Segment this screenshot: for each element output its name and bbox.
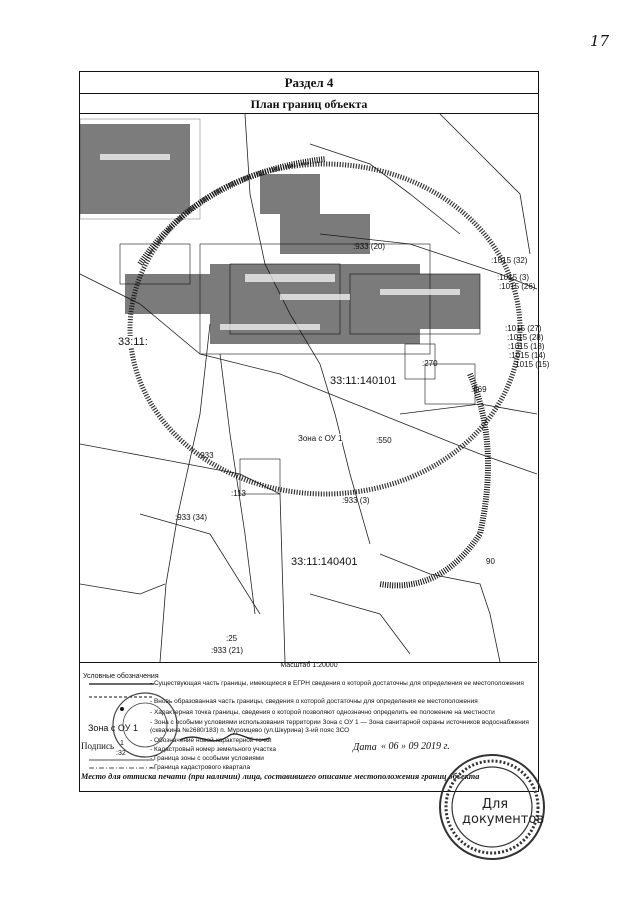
legend-item: - Вновь образованная часть границы, сведения о которой достаточны для определения ее местоположения — [150, 698, 478, 705]
legend-item: - Характерная точка границы, сведения о которой позволяют однозначно определить ее положение на местности — [150, 709, 495, 716]
page-number: 17 — [590, 32, 610, 50]
signature-label: Подпись — [81, 741, 115, 751]
legend-item: - Кадастровый номер земельного участка — [150, 746, 277, 753]
parcel-number-north: 33:11:140101 — [330, 375, 397, 387]
zone-label: Зона с ОУ 1 — [298, 434, 343, 443]
plan-title: План границ объекта — [80, 94, 538, 114]
map-label: :113 — [231, 489, 246, 498]
map-label: :1015 (26) — [499, 282, 536, 291]
map-label: :669 — [471, 385, 487, 394]
map-label: :933 (3) — [342, 496, 370, 505]
official-seal — [100, 690, 290, 760]
stamp-text: Для документов — [462, 797, 544, 827]
parcel-number-west: 33:11: — [118, 336, 148, 348]
map-label: :1015 (3) — [497, 273, 530, 282]
map-label: :1015 (18) — [508, 342, 545, 351]
map-label: :933 (34) — [175, 513, 208, 522]
map-label: :1015 (28) — [507, 333, 544, 342]
legend-title: Условные обозначения — [83, 673, 159, 680]
legend-item: - Существующая часть границы, имеющиеся в ЕГРН сведения о которой достаточны для определения ее местоположения — [150, 680, 524, 687]
document-frame — [79, 71, 550, 792]
date-label: Дата — [353, 742, 377, 753]
map-label: :933 (20) — [353, 242, 386, 251]
map-label: :1015 (27) — [505, 324, 542, 333]
date-value: « 06 » 09 2019 г. — [381, 741, 450, 752]
map-label: :1015 (14) — [509, 351, 546, 360]
map-label: :1015 (15) — [513, 360, 550, 369]
map-label: :550 — [376, 436, 392, 445]
map-label: :933 — [198, 451, 214, 460]
legend-item: - Граница кадастрового квартала — [150, 764, 251, 771]
map-scale: Масштаб 1:20000 — [280, 662, 338, 669]
seal-place-caption: Место для оттиска печати (при наличии) лица, составившего описание местоположения границ объекта — [81, 772, 480, 781]
map-drawing — [80, 114, 537, 662]
legend-item: - Граница зоны с особыми условиями — [150, 755, 264, 762]
boundary-map — [80, 114, 550, 663]
legend-point-symbol: 1 — [120, 740, 124, 747]
map-label: :25 — [226, 634, 238, 643]
map-label: 90 — [486, 557, 495, 566]
legend-parcel-symbol: :32 — [116, 750, 126, 757]
legend-item: - Обозначение новой характерной точки — [150, 737, 272, 744]
legend-zone-symbol: Зона с ОУ 1 — [88, 723, 138, 733]
map-label: :1015 (32) — [491, 256, 528, 265]
parcel-number-main: 33:11:140401 — [291, 556, 358, 568]
map-label: :270 — [422, 359, 438, 368]
legend-item: - Зона с особыми условиями использования территории Зона с ОУ 1 — Зона санитарной охраны источников водоснабжения (скважина №2680/183) п. Муромцево (ул.Шкурина) 3-ий пояс ЗСО — [150, 719, 529, 734]
section-heading: Раздел 4 — [80, 72, 538, 94]
map-label: :933 (21) — [211, 646, 244, 655]
